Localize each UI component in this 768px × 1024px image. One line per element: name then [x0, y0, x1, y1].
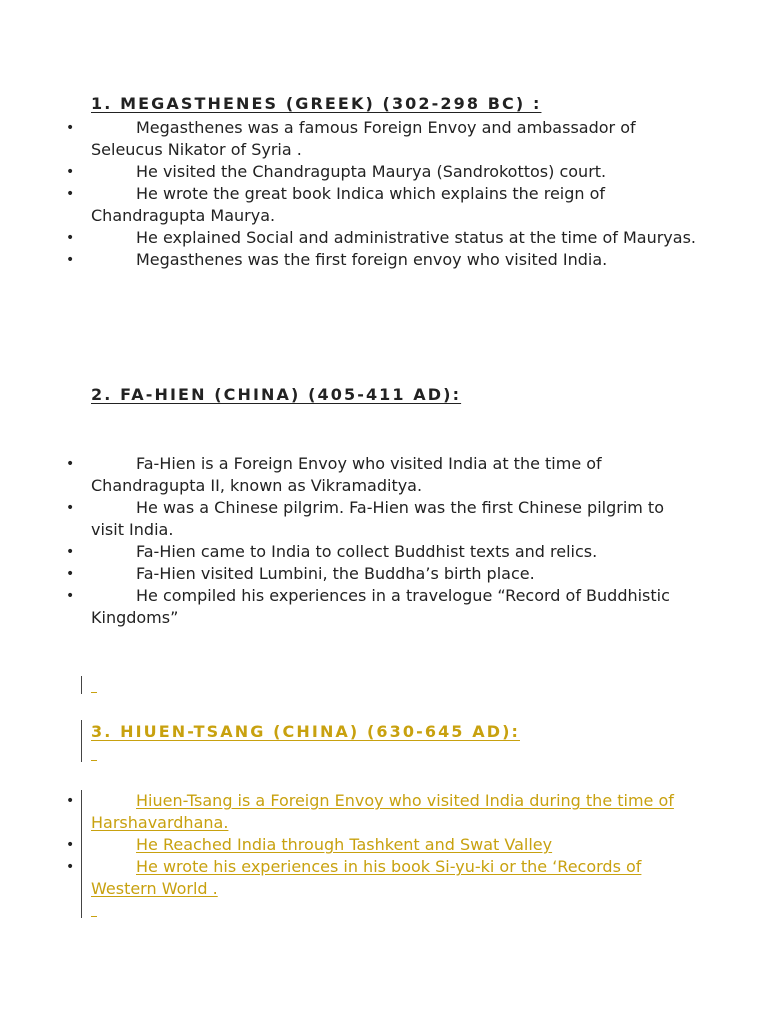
link-underline-mark: [91, 692, 97, 693]
section3-list: [0, 790, 700, 900]
bullet-icon: •: [66, 837, 75, 853]
section1-heading: 1. MEGASTHENES (GREEK) (302-298 BC) :: [91, 94, 542, 113]
list-item: [0, 563, 700, 585]
list-item: [0, 790, 700, 834]
bullet-icon: •: [66, 588, 75, 604]
list-item: [0, 249, 700, 271]
list-item: [0, 856, 700, 900]
list-item-text: Fa-Hien is a Foreign Envoy who visited India at the time of Chandragupta II, known as Vikramaditya.: [91, 454, 602, 495]
list-item-link[interactable]: Hiuen-Tsang is a Foreign Envoy who visited India during the time of Harshavardhana.: [91, 791, 674, 832]
list-item: [0, 834, 700, 856]
section3-heading[interactable]: 3. HIUEN-TSANG (CHINA) (630-645 AD):: [91, 722, 520, 741]
change-bar: [81, 720, 82, 762]
list-item-text: He was a Chinese pilgrim. Fa-Hien was the first Chinese pilgrim to visit India.: [91, 498, 664, 539]
bullet-icon: •: [66, 793, 75, 809]
section2-heading: 2. FA-HIEN (CHINA) (405-411 AD):: [91, 385, 462, 404]
link-underline-mark: [91, 916, 97, 917]
list-item-link[interactable]: He Reached India through Tashkent and Swat Valley: [136, 835, 553, 854]
bullet-icon: •: [66, 230, 75, 246]
list-item-text: He wrote the great book Indica which explains the reign of Chandragupta Maurya.: [91, 184, 606, 225]
list-item-text: Megasthenes was the first foreign envoy who visited India.: [136, 250, 608, 269]
list-item-text: Fa-Hien came to India to collect Buddhist texts and relics.: [136, 542, 598, 561]
bullet-icon: •: [66, 500, 75, 516]
list-item: [0, 161, 700, 183]
list-item-text: He explained Social and administrative status at the time of Mauryas.: [136, 228, 696, 247]
section1-list: [0, 117, 700, 271]
bullet-icon: •: [66, 164, 75, 180]
list-item-text: He compiled his experiences in a travelogue “Record of Buddhistic Kingdoms”: [91, 586, 670, 627]
list-item-link[interactable]: He wrote his experiences in his book Si-yu-ki or the ‘Records of Western World .: [91, 857, 642, 898]
bullet-icon: •: [66, 120, 75, 136]
list-item-text: He visited the Chandragupta Maurya (Sandrokottos) court.: [136, 162, 607, 181]
bullet-icon: •: [66, 859, 75, 875]
bullet-icon: •: [66, 186, 75, 202]
list-item-text: Megasthenes was a famous Foreign Envoy and ambassador of Seleucus Nikator of Syria .: [91, 118, 636, 159]
link-underline-mark: [91, 760, 97, 761]
bullet-icon: •: [66, 252, 75, 268]
list-item: [0, 541, 700, 563]
section2-list: [0, 453, 700, 629]
bullet-icon: •: [66, 544, 75, 560]
change-bar: [81, 676, 82, 694]
list-item: [0, 183, 700, 227]
bullet-icon: •: [66, 456, 75, 472]
list-item: [0, 453, 700, 497]
list-item-text: Fa-Hien visited Lumbini, the Buddha’s birth place.: [136, 564, 535, 583]
list-item: [0, 497, 700, 541]
list-item: [0, 117, 700, 161]
list-item: [0, 227, 700, 249]
list-item: [0, 585, 700, 629]
bullet-icon: •: [66, 566, 75, 582]
